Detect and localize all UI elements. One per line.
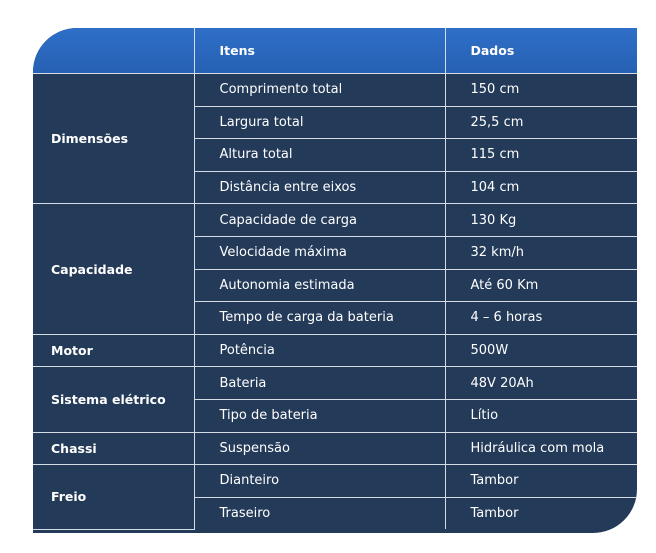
value-cell: 32 km/h (445, 236, 637, 269)
item-cell: Largura total (194, 106, 445, 139)
item-cell: Potência (194, 334, 445, 367)
value-cell: 130 Kg (445, 204, 637, 237)
value-cell: 48V 20Ah (445, 367, 637, 400)
value-cell: 115 cm (445, 139, 637, 172)
value-cell: 104 cm (445, 171, 637, 204)
value-cell: Hidráulica com mola (445, 432, 637, 465)
item-cell: Capacidade de carga (194, 204, 445, 237)
value-cell: Tambor (445, 497, 637, 529)
item-cell: Traseiro (194, 497, 445, 529)
specs-table (33, 28, 637, 530)
item-cell: Distância entre eixos (194, 171, 445, 204)
header-data: Dados (445, 28, 637, 74)
table-row (33, 204, 637, 237)
item-cell: Velocidade máxima (194, 236, 445, 269)
item-cell: Suspensão (194, 432, 445, 465)
table-row (33, 465, 637, 498)
category-cell: Capacidade (33, 204, 194, 334)
item-cell: Tempo de carga da bateria (194, 302, 445, 335)
header-category (33, 28, 194, 74)
category-cell: Sistema elétrico (33, 367, 194, 432)
value-cell: 500W (445, 334, 637, 367)
table-row (33, 432, 637, 465)
value-cell: 25,5 cm (445, 106, 637, 139)
item-cell: Tipo de bateria (194, 399, 445, 432)
item-cell: Autonomia estimada (194, 269, 445, 302)
value-cell: Até 60 Km (445, 269, 637, 302)
value-cell: 150 cm (445, 74, 637, 107)
category-cell: Chassi (33, 432, 194, 465)
category-cell: Dimensões (33, 74, 194, 204)
table-row (33, 334, 637, 367)
item-cell: Bateria (194, 367, 445, 400)
specs-card (33, 28, 637, 533)
header-items: Itens (194, 28, 445, 74)
table-body (33, 74, 637, 530)
item-cell: Dianteiro (194, 465, 445, 498)
table-row (33, 367, 637, 400)
table-header (33, 28, 637, 74)
table-row (33, 74, 637, 107)
category-cell: Freio (33, 465, 194, 530)
item-cell: Altura total (194, 139, 445, 172)
value-cell: 4 – 6 horas (445, 302, 637, 335)
value-cell: Lítio (445, 399, 637, 432)
item-cell: Comprimento total (194, 74, 445, 107)
category-cell: Motor (33, 334, 194, 367)
value-cell: Tambor (445, 465, 637, 498)
